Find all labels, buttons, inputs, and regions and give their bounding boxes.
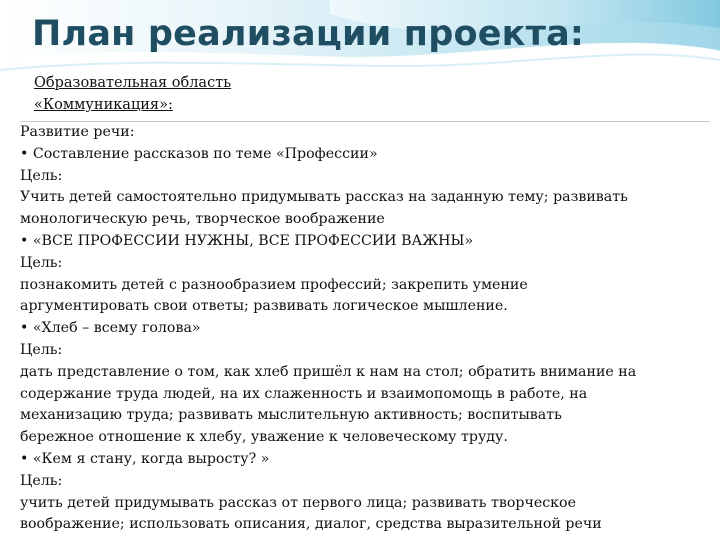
content-line: Цель:: [20, 167, 63, 184]
content-line: • «ВСЕ ПРОФЕССИИ НУЖНЫ, ВСЕ ПРОФЕССИИ ВАЖНЫ»: [20, 232, 474, 249]
content-line: содержание труда людей, на их слаженность и взаимопомощь в работе, на: [20, 385, 588, 402]
content-line: • Составление рассказов по теме «Профессии»: [20, 145, 378, 162]
content-line: бережное отношение к хлебу, уважение к человеческому труду.: [20, 429, 508, 446]
content-line: • «Хлеб – всему голова»: [20, 320, 201, 337]
content-line: Учить детей самостоятельно придумывать рассказ на заданную тему; развивать: [20, 189, 628, 206]
content-line: Цель:: [20, 341, 63, 358]
area-label-line: «Коммуникация»:: [34, 97, 173, 113]
content-line: Цель:: [20, 254, 63, 271]
content-line: аргументировать свои ответы; развивать логическое мышление.: [20, 298, 508, 315]
content-text-box: [20, 121, 710, 536]
educational-area-label: [34, 72, 231, 116]
slide-title: План реализации проекта:: [32, 14, 585, 54]
content-line: учить детей придумывать рассказ от первого лица; развивать творческое: [20, 494, 576, 511]
content-line: познакомить детей с разнообразием профессий; закрепить умение: [20, 276, 528, 293]
content-line: монологическую речь, творческое воображение: [20, 211, 385, 228]
area-label-line: Образовательная область: [34, 75, 232, 91]
content-line: дать представление о том, как хлеб пришёл к нам на стол; обратить внимание на: [20, 363, 637, 380]
content-line: • «Кем я стану, когда выросту? »: [20, 450, 270, 467]
content-line: Цель:: [20, 472, 63, 489]
content-line: Развитие речи:: [20, 124, 135, 140]
content-line: механизацию труда; развивать мыслительную активность; воспитывать: [20, 407, 562, 424]
content-line: воображение; использовать описания, диалог, средства выразительной речи: [20, 516, 602, 533]
